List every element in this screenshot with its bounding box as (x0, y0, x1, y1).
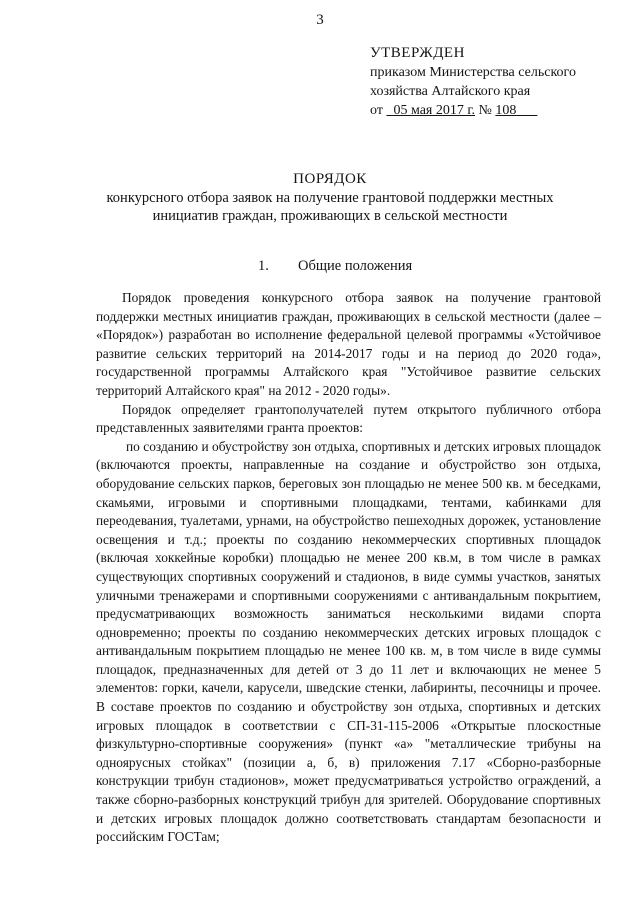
approval-line-2: хозяйства Алтайского края (370, 84, 531, 99)
approval-date-prefix: от (370, 103, 387, 118)
document-title-block (60, 170, 600, 225)
document-subtitle-line-1: конкурсного отбора заявок на получение грантовой поддержки местных (106, 190, 554, 206)
approval-line-1: приказом Министерства сельского (370, 65, 576, 80)
document-title: ПОРЯДОК (293, 171, 367, 187)
approval-number (495, 103, 537, 118)
section-heading (258, 258, 412, 275)
document-subtitle-line-2: инициатив граждан, проживающих в сельской местности (152, 208, 508, 224)
paragraph: Порядок проведения конкурсного отбора заявок на получение грантовой поддержки местных инициатив граждан, проживающих в сельской местности (далее – «Порядок») разработан во исполнение федеральной целевой программы «Устойчивое развитие сельских территорий на 2014-2017 годы и на период до 2020 года», государственной программы Алтайского края "Устойчивое развитие сельских территорий Алтайского края" на 2012 - 2020 годы». (96, 290, 601, 398)
approval-title: УТВЕРЖДЕН (370, 45, 465, 61)
approval-line-3 (370, 101, 576, 120)
paragraph: по созданию и обустройству зон отдыха, спортивных и детских игровых площадок (включаются проекты, направленные на создание и обустройство зон отдыха, оборудование сельских парков, береговых зон площадью не менее 500 кв. м беседками, скамьями, игровыми и спортивными площадками, тентами, кабинками для переодевания, туалетами, урнами, на обустройство пешеходных дорожек, установление освещения и т.д.; проекты по созданию некоммерческих спортивных площадок (включая хоккейные коробки) площадью не менее 200 кв.м, в том числе в рамках существующих спортивных сооружений и стадионов, в виде суммы участков, занятых уличными тренажерами и спортивными сооружениями с антивандальным покрытием, предусматривающих возможность заниматься несколькими видами спорта одновременно; проекты по созданию некоммерческих детских игровых площадок с антивандальным покрытием площадью не менее 100 кв. м, в том числе в виде суммы площадок, предназначенных для детей от 3 до 11 лет и включающих не менее 5 элементов: горки, качели, карусели, шведские стенки, лабиринты, песочницы и прочее. В составе проектов по созданию и обустройству зон отдыха, спортивных и детских игровых площадок в соответствии с СП-31-115-2006 «Открытые плоскостные физкультурно-спортивные сооружения» (пункт «а» "металлические трибуны на одноярусных стойках" (позиции а, б, в) приложения 7.17 «Сборно-разборные конструкции трибун стадионов», может предусматриваться устройство ограждений, а также сборно-разборных конструкций трибун для зрителей. Оборудование спортивных и детских игровых площадок должно соответствовать стандартам безопасности и российским ГОСТам; (96, 438, 601, 845)
approval-stamp (370, 44, 576, 120)
approval-number-prefix: № (475, 103, 496, 118)
section-number: 1. (258, 258, 269, 274)
document-body (96, 289, 601, 847)
section-title: Общие положения (298, 258, 413, 274)
approval-date-text: 05 мая 2017 г. (393, 103, 476, 118)
paragraph: Порядок определяет грантополучателей путем открытого публичного отбора представленных заявителями гранта проектов: (96, 401, 601, 436)
approval-number-text: 108 (495, 103, 517, 118)
approval-date (386, 103, 475, 118)
page-number: 3 (316, 12, 324, 28)
